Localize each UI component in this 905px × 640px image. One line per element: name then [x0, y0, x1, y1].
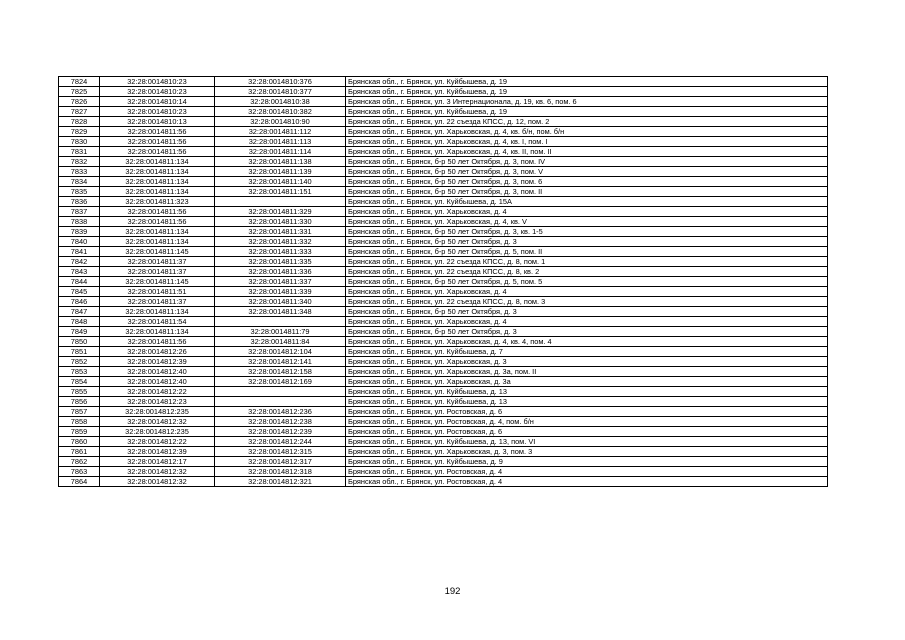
object-cadastral-number-cell: 32:28:0014811:79 [215, 327, 346, 337]
object-cadastral-number-cell: 32:28:0014811:335 [215, 257, 346, 267]
table-row [59, 267, 828, 277]
quarter-cadastral-number-cell: 32:28:0014811:134 [100, 177, 215, 187]
quarter-cadastral-number-cell: 32:28:0014811:37 [100, 297, 215, 307]
address-cell: Брянская обл., г. Брянск, ул. Ростовская, д. 6 [346, 427, 828, 437]
quarter-cadastral-number-cell: 32:28:0014812:32 [100, 477, 215, 487]
record-number-cell: 7858 [59, 417, 100, 427]
address-cell: Брянская обл., г. Брянск, б-р 50 лет Октября, д. 3, пом. II [346, 187, 828, 197]
object-cadastral-number-cell: 32:28:0014810:382 [215, 107, 346, 117]
address-cell: Брянская обл., г. Брянск, б-р 50 лет Октября, д. 5, пом. 5 [346, 277, 828, 287]
address-cell: Брянская обл., г. Брянск, ул. 22 съезда КПСС, д. 8, пом. 1 [346, 257, 828, 267]
record-number-cell: 7856 [59, 397, 100, 407]
quarter-cadastral-number-cell: 32:28:0014811:145 [100, 277, 215, 287]
table-row [59, 247, 828, 257]
quarter-cadastral-number-cell: 32:28:0014811:134 [100, 227, 215, 237]
quarter-cadastral-number-cell: 32:28:0014811:56 [100, 147, 215, 157]
record-number-cell: 7864 [59, 477, 100, 487]
table-row [59, 187, 828, 197]
table-row [59, 377, 828, 387]
table-row [59, 337, 828, 347]
quarter-cadastral-number-cell: 32:28:0014812:40 [100, 377, 215, 387]
table-row [59, 157, 828, 167]
table-row [59, 387, 828, 397]
quarter-cadastral-number-cell: 32:28:0014811:323 [100, 197, 215, 207]
record-number-cell: 7853 [59, 367, 100, 377]
object-cadastral-number-cell [215, 397, 346, 407]
record-number-cell: 7862 [59, 457, 100, 467]
quarter-cadastral-number-cell: 32:28:0014812:22 [100, 387, 215, 397]
address-cell: Брянская обл., г. Брянск, б-р 50 лет Октября, д. 3, кв. 1-5 [346, 227, 828, 237]
address-cell: Брянская обл., г. Брянск, ул. Харьковская, д. 3а [346, 377, 828, 387]
address-cell: Брянская обл., г. Брянск, ул. Куйбышева, д. 19 [346, 77, 828, 87]
quarter-cadastral-number-cell: 32:28:0014812:39 [100, 447, 215, 457]
address-cell: Брянская обл., г. Брянск, ул. Харьковская, д. 4, кв. б/н, пом. б/н [346, 127, 828, 137]
object-cadastral-number-cell: 32:28:0014811:330 [215, 217, 346, 227]
record-number-cell: 7857 [59, 407, 100, 417]
table-row [59, 457, 828, 467]
quarter-cadastral-number-cell: 32:28:0014811:56 [100, 207, 215, 217]
table-row [59, 417, 828, 427]
table-row [59, 367, 828, 377]
address-cell: Брянская обл., г. Брянск, ул. Куйбышева, д. 19 [346, 107, 828, 117]
object-cadastral-number-cell: 32:28:0014811:337 [215, 277, 346, 287]
record-number-cell: 7839 [59, 227, 100, 237]
record-number-cell: 7848 [59, 317, 100, 327]
address-cell: Брянская обл., г. Брянск, ул. Куйбышева, д. 13, пом. VI [346, 437, 828, 447]
quarter-cadastral-number-cell: 32:28:0014812:22 [100, 437, 215, 447]
address-cell: Брянская обл., г. Брянск, ул. Куйбышева, д. 7 [346, 347, 828, 357]
object-cadastral-number-cell: 32:28:0014811:332 [215, 237, 346, 247]
object-cadastral-number-cell: 32:28:0014812:321 [215, 477, 346, 487]
record-number-cell: 7845 [59, 287, 100, 297]
object-cadastral-number-cell: 32:28:0014812:236 [215, 407, 346, 417]
address-cell: Брянская обл., г. Брянск, б-р 50 лет Октября, д. 3 [346, 327, 828, 337]
quarter-cadastral-number-cell: 32:28:0014812:235 [100, 427, 215, 437]
address-cell: Брянская обл., г. Брянск, ул. Харьковская, д. 4, кв. II, пом. II [346, 147, 828, 157]
table-row [59, 297, 828, 307]
table-row [59, 327, 828, 337]
registry-table [58, 76, 828, 487]
page-number: 192 [444, 586, 461, 597]
table-row [59, 87, 828, 97]
registry-table-body [59, 77, 828, 487]
record-number-cell: 7852 [59, 357, 100, 367]
record-number-cell: 7841 [59, 247, 100, 257]
address-cell: Брянская обл., г. Брянск, ул. Харьковская, д. 4 [346, 317, 828, 327]
table-row [59, 467, 828, 477]
object-cadastral-number-cell: 32:28:0014811:112 [215, 127, 346, 137]
object-cadastral-number-cell: 32:28:0014812:141 [215, 357, 346, 367]
record-number-cell: 7850 [59, 337, 100, 347]
address-cell: Брянская обл., г. Брянск, ул. Харьковская, д. 4, кв. V [346, 217, 828, 227]
record-number-cell: 7835 [59, 187, 100, 197]
quarter-cadastral-number-cell: 32:28:0014811:37 [100, 267, 215, 277]
address-cell: Брянская обл., г. Брянск, ул. Харьковская, д. 3 [346, 357, 828, 367]
object-cadastral-number-cell: 32:28:0014811:138 [215, 157, 346, 167]
record-number-cell: 7846 [59, 297, 100, 307]
object-cadastral-number-cell: 32:28:0014812:317 [215, 457, 346, 467]
quarter-cadastral-number-cell: 32:28:0014811:134 [100, 307, 215, 317]
record-number-cell: 7860 [59, 437, 100, 447]
table-row [59, 477, 828, 487]
quarter-cadastral-number-cell: 32:28:0014811:54 [100, 317, 215, 327]
address-cell: Брянская обл., г. Брянск, ул. Харьковская, д. 4 [346, 287, 828, 297]
address-cell: Брянская обл., г. Брянск, ул. Куйбышева, д. 15А [346, 197, 828, 207]
quarter-cadastral-number-cell: 32:28:0014812:26 [100, 347, 215, 357]
object-cadastral-number-cell: 32:28:0014810:90 [215, 117, 346, 127]
record-number-cell: 7836 [59, 197, 100, 207]
quarter-cadastral-number-cell: 32:28:0014811:56 [100, 137, 215, 147]
table-row [59, 407, 828, 417]
quarter-cadastral-number-cell: 32:28:0014811:134 [100, 327, 215, 337]
address-cell: Брянская обл., г. Брянск, ул. Харьковская, д. 4 [346, 207, 828, 217]
address-cell: Брянская обл., г. Брянск, ул. 22 съезда КПСС, д. 8, пом. 3 [346, 297, 828, 307]
address-cell: Брянская обл., г. Брянск, ул. Ростовская, д. 4 [346, 477, 828, 487]
object-cadastral-number-cell: 32:28:0014810:377 [215, 87, 346, 97]
address-cell: Брянская обл., г. Брянск, ул. Харьковская, д. 3а, пом. II [346, 367, 828, 377]
quarter-cadastral-number-cell: 32:28:0014811:134 [100, 157, 215, 167]
quarter-cadastral-number-cell: 32:28:0014810:13 [100, 117, 215, 127]
table-row [59, 237, 828, 247]
table-row [59, 127, 828, 137]
quarter-cadastral-number-cell: 32:28:0014811:37 [100, 257, 215, 267]
quarter-cadastral-number-cell: 32:28:0014811:56 [100, 217, 215, 227]
quarter-cadastral-number-cell: 32:28:0014811:51 [100, 287, 215, 297]
record-number-cell: 7854 [59, 377, 100, 387]
record-number-cell: 7829 [59, 127, 100, 137]
object-cadastral-number-cell: 32:28:0014810:376 [215, 77, 346, 87]
address-cell: Брянская обл., г. Брянск, ул. 3 Интернационала, д. 19, кв. 6, пом. 6 [346, 97, 828, 107]
table-row [59, 397, 828, 407]
table-row [59, 117, 828, 127]
object-cadastral-number-cell: 32:28:0014812:244 [215, 437, 346, 447]
record-number-cell: 7855 [59, 387, 100, 397]
address-cell: Брянская обл., г. Брянск, ул. 22 съезда КПСС, д. 12, пом. 2 [346, 117, 828, 127]
object-cadastral-number-cell: 32:28:0014810:38 [215, 97, 346, 107]
address-cell: Брянская обл., г. Брянск, ул. Куйбышева, д. 9 [346, 457, 828, 467]
address-cell: Брянская обл., г. Брянск, б-р 50 лет Октября, д. 3, пом. 6 [346, 177, 828, 187]
address-cell: Брянская обл., г. Брянск, ул. Куйбышева, д. 13 [346, 387, 828, 397]
address-cell: Брянская обл., г. Брянск, ул. Ростовская, д. 4 [346, 467, 828, 477]
object-cadastral-number-cell: 32:28:0014811:339 [215, 287, 346, 297]
record-number-cell: 7825 [59, 87, 100, 97]
object-cadastral-number-cell: 32:28:0014812:169 [215, 377, 346, 387]
quarter-cadastral-number-cell: 32:28:0014811:134 [100, 237, 215, 247]
record-number-cell: 7861 [59, 447, 100, 457]
table-row [59, 177, 828, 187]
table-row [59, 97, 828, 107]
table-row [59, 357, 828, 367]
address-cell: Брянская обл., г. Брянск, ул. Ростовская, д. 6 [346, 407, 828, 417]
record-number-cell: 7838 [59, 217, 100, 227]
table-row [59, 77, 828, 87]
table-row [59, 137, 828, 147]
object-cadastral-number-cell: 32:28:0014812:318 [215, 467, 346, 477]
address-cell: Брянская обл., г. Брянск, б-р 50 лет Октября, д. 3, пом. IV [346, 157, 828, 167]
quarter-cadastral-number-cell: 32:28:0014812:17 [100, 457, 215, 467]
object-cadastral-number-cell: 32:28:0014811:329 [215, 207, 346, 217]
address-cell: Брянская обл., г. Брянск, ул. Куйбышева, д. 13 [346, 397, 828, 407]
table-row [59, 437, 828, 447]
object-cadastral-number-cell: 32:28:0014811:340 [215, 297, 346, 307]
table-row [59, 277, 828, 287]
address-cell: Брянская обл., г. Брянск, б-р 50 лет Октября, д. 3 [346, 307, 828, 317]
object-cadastral-number-cell: 32:28:0014811:139 [215, 167, 346, 177]
record-number-cell: 7844 [59, 277, 100, 287]
address-cell: Брянская обл., г. Брянск, б-р 50 лет Октября, д. 3, пом. V [346, 167, 828, 177]
quarter-cadastral-number-cell: 32:28:0014810:23 [100, 107, 215, 117]
table-row [59, 167, 828, 177]
quarter-cadastral-number-cell: 32:28:0014811:56 [100, 337, 215, 347]
record-number-cell: 7827 [59, 107, 100, 117]
quarter-cadastral-number-cell: 32:28:0014812:23 [100, 397, 215, 407]
object-cadastral-number-cell: 32:28:0014812:238 [215, 417, 346, 427]
record-number-cell: 7828 [59, 117, 100, 127]
object-cadastral-number-cell: 32:28:0014812:315 [215, 447, 346, 457]
quarter-cadastral-number-cell: 32:28:0014810:23 [100, 87, 215, 97]
record-number-cell: 7859 [59, 427, 100, 437]
address-cell: Брянская обл., г. Брянск, ул. Харьковская, д. 4, кв. I, пом. I [346, 137, 828, 147]
record-number-cell: 7840 [59, 237, 100, 247]
table-row [59, 427, 828, 437]
object-cadastral-number-cell: 32:28:0014811:333 [215, 247, 346, 257]
record-number-cell: 7831 [59, 147, 100, 157]
table-row [59, 257, 828, 267]
object-cadastral-number-cell: 32:28:0014811:348 [215, 307, 346, 317]
table-row [59, 217, 828, 227]
object-cadastral-number-cell [215, 387, 346, 397]
record-number-cell: 7847 [59, 307, 100, 317]
object-cadastral-number-cell: 32:28:0014811:114 [215, 147, 346, 157]
quarter-cadastral-number-cell: 32:28:0014810:14 [100, 97, 215, 107]
quarter-cadastral-number-cell: 32:28:0014812:39 [100, 357, 215, 367]
object-cadastral-number-cell [215, 197, 346, 207]
record-number-cell: 7833 [59, 167, 100, 177]
table-row [59, 107, 828, 117]
quarter-cadastral-number-cell: 32:28:0014812:235 [100, 407, 215, 417]
quarter-cadastral-number-cell: 32:28:0014811:134 [100, 187, 215, 197]
record-number-cell: 7837 [59, 207, 100, 217]
quarter-cadastral-number-cell: 32:28:0014812:32 [100, 417, 215, 427]
record-number-cell: 7851 [59, 347, 100, 357]
record-number-cell: 7832 [59, 157, 100, 167]
object-cadastral-number-cell: 32:28:0014811:331 [215, 227, 346, 237]
record-number-cell: 7830 [59, 137, 100, 147]
record-number-cell: 7849 [59, 327, 100, 337]
address-cell: Брянская обл., г. Брянск, б-р 50 лет Октября, д. 5, пом. II [346, 247, 828, 257]
object-cadastral-number-cell: 32:28:0014811:140 [215, 177, 346, 187]
quarter-cadastral-number-cell: 32:28:0014812:40 [100, 367, 215, 377]
quarter-cadastral-number-cell: 32:28:0014810:23 [100, 77, 215, 87]
object-cadastral-number-cell: 32:28:0014811:336 [215, 267, 346, 277]
table-row [59, 287, 828, 297]
record-number-cell: 7842 [59, 257, 100, 267]
quarter-cadastral-number-cell: 32:28:0014811:56 [100, 127, 215, 137]
object-cadastral-number-cell [215, 317, 346, 327]
address-cell: Брянская обл., г. Брянск, б-р 50 лет Октября, д. 3 [346, 237, 828, 247]
address-cell: Брянская обл., г. Брянск, ул. Куйбышева, д. 19 [346, 87, 828, 97]
address-cell: Брянская обл., г. Брянск, ул. Ростовская, д. 4, пом. б/н [346, 417, 828, 427]
record-number-cell: 7824 [59, 77, 100, 87]
object-cadastral-number-cell: 32:28:0014811:151 [215, 187, 346, 197]
object-cadastral-number-cell: 32:28:0014812:239 [215, 427, 346, 437]
table-row [59, 147, 828, 157]
object-cadastral-number-cell: 32:28:0014812:104 [215, 347, 346, 357]
quarter-cadastral-number-cell: 32:28:0014811:134 [100, 167, 215, 177]
record-number-cell: 7843 [59, 267, 100, 277]
quarter-cadastral-number-cell: 32:28:0014812:32 [100, 467, 215, 477]
record-number-cell: 7863 [59, 467, 100, 477]
address-cell: Брянская обл., г. Брянск, ул. Харьковская, д. 3, пом. 3 [346, 447, 828, 457]
table-row [59, 447, 828, 457]
quarter-cadastral-number-cell: 32:28:0014811:145 [100, 247, 215, 257]
object-cadastral-number-cell: 32:28:0014811:84 [215, 337, 346, 347]
table-row [59, 197, 828, 207]
address-cell: Брянская обл., г. Брянск, ул. 22 съезда КПСС, д. 8, кв. 2 [346, 267, 828, 277]
object-cadastral-number-cell: 32:28:0014812:158 [215, 367, 346, 377]
table-row [59, 307, 828, 317]
table-row [59, 347, 828, 357]
address-cell: Брянская обл., г. Брянск, ул. Харьковская, д. 4, кв. 4, пом. 4 [346, 337, 828, 347]
table-row [59, 227, 828, 237]
table-row [59, 207, 828, 217]
object-cadastral-number-cell: 32:28:0014811:113 [215, 137, 346, 147]
record-number-cell: 7834 [59, 177, 100, 187]
table-row [59, 317, 828, 327]
record-number-cell: 7826 [59, 97, 100, 107]
